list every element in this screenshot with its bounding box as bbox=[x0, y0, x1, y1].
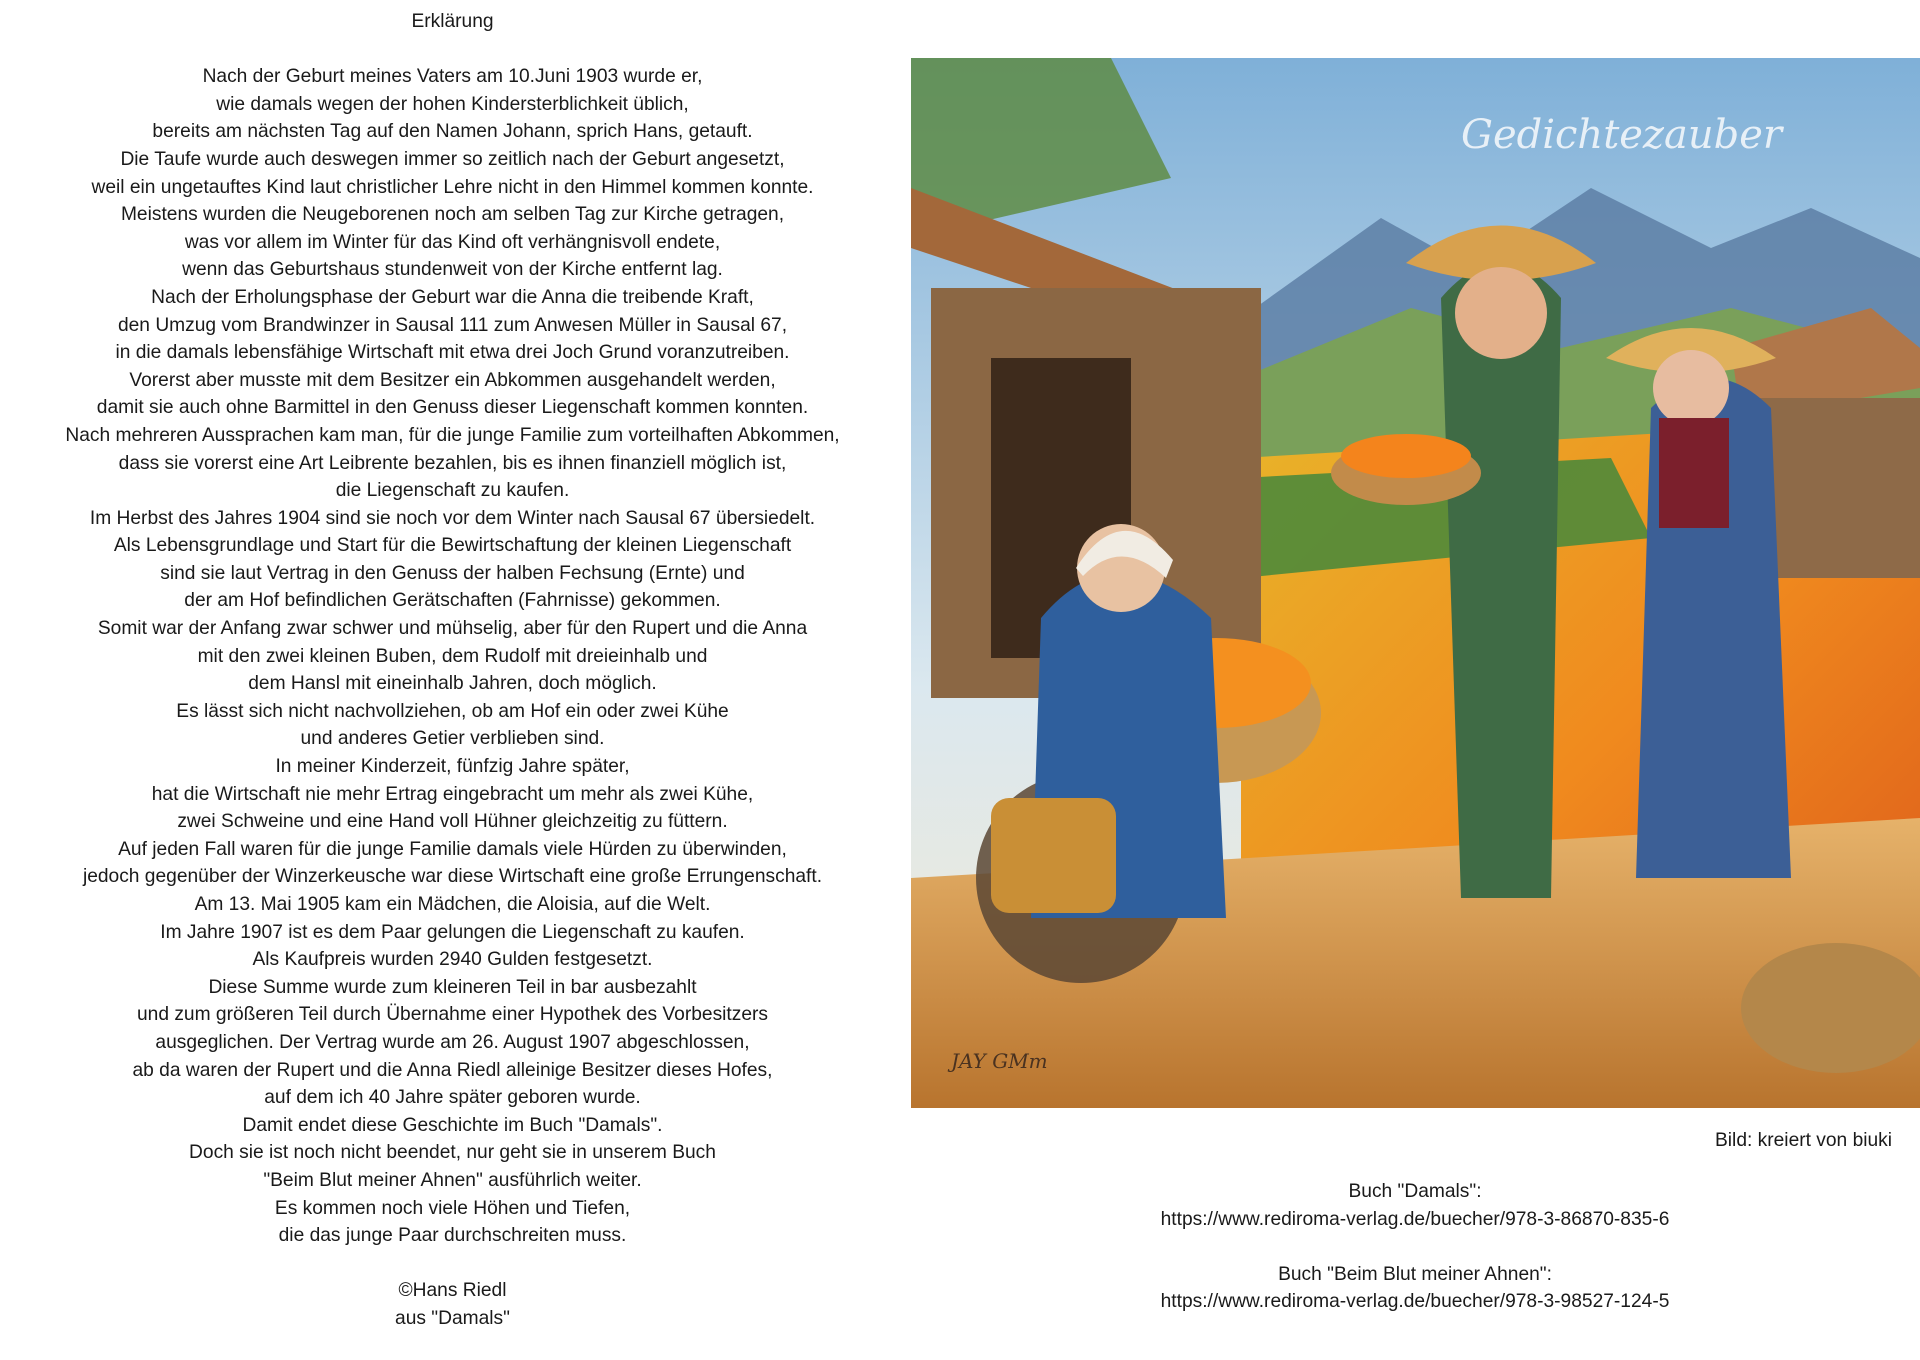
story-line: Diese Summe wurde zum kleineren Teil in bar ausbezahlt bbox=[208, 976, 697, 998]
book-entry bbox=[1105, 1261, 1725, 1316]
story-line: Als Kaufpreis wurden 2940 Gulden festgesetzt. bbox=[252, 949, 653, 971]
story-line: ab da waren der Rupert und die Anna Riedl alleinige Besitzer dieses Hofes, bbox=[132, 1059, 773, 1081]
story-line: In meiner Kinderzeit, fünfzig Jahre später, bbox=[275, 756, 630, 778]
story-line: Somit war der Anfang zwar schwer und mühselig, aber für den Rupert und die Anna bbox=[97, 618, 808, 640]
copyright-line: ©Hans Riedl bbox=[398, 1280, 507, 1302]
story-line: sind sie laut Vertrag in den Genuss der halben Fechsung (Ernte) und bbox=[160, 562, 745, 584]
man-face bbox=[1455, 267, 1547, 359]
story-line: Es lässt sich nicht nachvollziehen, ob am Hof ein oder zwei Kühe bbox=[176, 700, 729, 722]
story-line: Es kommen noch viele Höhen und Tiefen, bbox=[274, 1197, 631, 1219]
book-url[interactable]: https://www.rediroma-verlag.de/buecher/978-3-98527-124-5 bbox=[1160, 1291, 1670, 1313]
story-line: was vor allem im Winter für das Kind oft verhängnisvoll endete, bbox=[184, 231, 721, 253]
watercolor-painting bbox=[911, 58, 1920, 1108]
story-line: und anderes Getier verblieben sind. bbox=[300, 728, 605, 750]
story-line: bereits am nächsten Tag auf den Namen Johann, sprich Hans, getauft. bbox=[152, 121, 753, 143]
story-line: wenn das Geburtshaus stundenweit von der Kirche entfernt lag. bbox=[182, 259, 723, 281]
book-links bbox=[1105, 1178, 1725, 1344]
story-line: zwei Schweine und eine Hand voll Hühner gleichzeitig zu füttern. bbox=[177, 811, 728, 833]
book-title: Buch "Damals": bbox=[1348, 1181, 1482, 1202]
story-line: weil ein ungetauftes Kind laut christlicher Lehre nicht in den Himmel kommen konnte. bbox=[91, 176, 814, 198]
story-line: Im Jahre 1907 ist es dem Paar gelungen die Liegenschaft zu kaufen. bbox=[160, 921, 745, 943]
story-line: Als Lebensgrundlage und Start für die Bewirtschaftung der kleinen Liegenschaft bbox=[113, 535, 792, 557]
story-line: in die damals lebensfähige Wirtschaft mit etwa drei Joch Grund voranzutreiben. bbox=[115, 342, 790, 364]
story-line: Die Taufe wurde auch deswegen immer so zeitlich nach der Geburt angesetzt, bbox=[120, 148, 785, 170]
book-title: Buch "Beim Blut meiner Ahnen": bbox=[1278, 1263, 1552, 1285]
story-body bbox=[0, 63, 905, 1250]
story-line: Meistens wurden die Neugeborenen noch am selben Tag zur Kirche getragen, bbox=[120, 204, 785, 226]
farm-scene-illustration bbox=[911, 58, 1920, 1108]
story-line: Auf jeden Fall waren für die junge Familie damals viele Hürden zu überwinden, bbox=[118, 838, 787, 860]
held-oranges bbox=[1341, 434, 1471, 478]
story-line: den Umzug vom Brandwinzer in Sausal 111 zum Anwesen Müller in Sausal 67, bbox=[117, 314, 788, 336]
story-line: Doch sie ist noch nicht beendet, nur geht sie in unserem Buch bbox=[189, 1142, 716, 1164]
book-entry bbox=[1105, 1178, 1725, 1233]
watermark-text: Gedichtezauber bbox=[1461, 112, 1783, 158]
story-line: Am 13. Mai 1905 kam ein Mädchen, die Aloisia, auf die Welt. bbox=[194, 894, 711, 915]
story-line: Nach mehreren Aussprachen kam man, für die junge Familie zum vorteilhaften Abkommen, bbox=[65, 424, 840, 446]
bucket bbox=[991, 798, 1116, 913]
story-text-column bbox=[0, 8, 905, 1333]
story-line: die das junge Paar durchschreiten muss. bbox=[278, 1225, 627, 1247]
book-url[interactable]: https://www.rediroma-verlag.de/buecher/978-3-86870-835-6 bbox=[1160, 1208, 1670, 1230]
story-line: jedoch gegenüber der Winzerkeusche war diese Wirtschaft eine große Errungenschaft. bbox=[82, 866, 823, 888]
story-line: Nach der Geburt meines Vaters am 10.Juni 1903 wurde er, bbox=[202, 66, 703, 88]
story-line: hat die Wirtschaft nie mehr Ertrag eingebracht um mehr als zwei Kühe, bbox=[151, 783, 754, 805]
story-line: mit den zwei kleinen Buben, dem Rudolf mit dreieinhalb und bbox=[197, 645, 708, 667]
story-line: wie damals wegen der hohen Kindersterblichkeit üblich, bbox=[216, 93, 689, 115]
red-vest bbox=[1659, 418, 1729, 528]
story-line: und zum größeren Teil durch Übernahme einer Hypothek des Vorbesitzers bbox=[136, 1004, 769, 1026]
woman-face bbox=[1653, 350, 1729, 426]
story-line: Nach der Erholungsphase der Geburt war die Anna die treibende Kraft, bbox=[151, 286, 754, 308]
story-line: "Beim Blut meiner Ahnen" ausführlich weiter. bbox=[263, 1169, 642, 1191]
story-line: auf dem ich 40 Jahre später geboren wurde. bbox=[264, 1087, 641, 1109]
story-line: die Liegenschaft zu kaufen. bbox=[335, 480, 570, 502]
story-line: dass sie vorerst eine Art Leibrente bezahlen, bis es ihnen finanziell möglich ist, bbox=[118, 452, 787, 474]
artist-signature: JAY GMm bbox=[951, 1049, 1048, 1073]
story-line: damit sie auch ohne Barmittel in den Genuss dieser Liegenschaft kommen konnten. bbox=[96, 397, 809, 419]
story-title: Erklärung bbox=[411, 11, 494, 32]
author-signature bbox=[0, 1277, 905, 1332]
story-line: dem Hansl mit eineinhalb Jahren, doch möglich. bbox=[248, 673, 657, 695]
story-line: Damit endet diese Geschichte im Buch "Damals". bbox=[242, 1114, 663, 1136]
story-line: ausgeglichen. Der Vertrag wurde am 26. August 1907 abgeschlossen, bbox=[155, 1031, 750, 1053]
story-line: der am Hof befindlichen Gerätschaften (Fahrnisse) gekommen. bbox=[184, 590, 721, 612]
source-line: aus "Damals" bbox=[395, 1307, 510, 1329]
story-line: Im Herbst des Jahres 1904 sind sie noch vor dem Winter nach Sausal 67 übersiedelt. bbox=[89, 507, 816, 529]
image-caption: Bild: kreiert von biuki bbox=[1715, 1130, 1893, 1151]
story-line: Vorerst aber musste mit dem Besitzer ein Abkommen ausgehandelt werden, bbox=[129, 369, 776, 391]
